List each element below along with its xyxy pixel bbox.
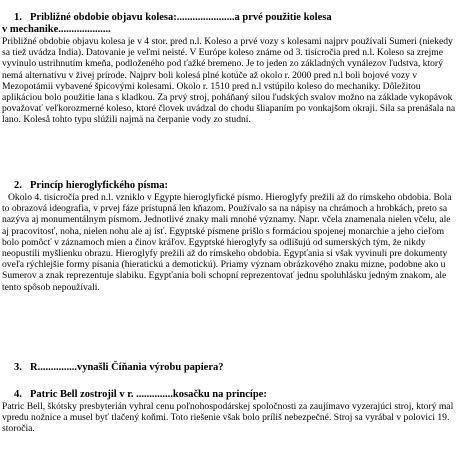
section-3 bbox=[0, 362, 456, 374]
section-body: Približné obdobie objavu kolesa je v 4 stor. pred n.l. Koleso a prvé vozy s kolesami najprv používali Sumeri (niekedy sa tiež uvádza India). Datovanie je veľmi neisté. V Európe koleso známe od 3. tisícročia pred n.l. Koleso sa zrejme vyvinulo ustrihnutím kmeňa, podloženého pod ťažké bremeno. Je to jeden zo základných vynálezov ľudstva, ktorý nemá alternatívu v živej prírode. Najprv boli kolesá plné kotúče až okolo r. 2000 pred n.l boli bojové vozy v Mezopotámii vybavené špicovými kolesami. Okolo r. 1510 pred n.l vstúpilo koleso do mechaniky. Dôležitou aplikáciou bolo použitie lana s kladkou. Za prvý stroj, poháňaný silou ľudských svalov možno na základe vykopávok považovať veľkorozmerné koleso, ktoré človek uvádzal do chodu šliapaním po vonkajšom okraji. Sila sa prenášala na lano. Koleså tohto typu slúžili najmä na čerpanie vody zo studní. bbox=[2, 36, 456, 126]
section-heading-continuation: v mechanike.................... bbox=[2, 24, 111, 35]
section-body: Patric Bell, škótsky presbyterián vyhral cenu poľnohospodárskej spoločnosti za zaujímavo vyzerajúci stroj, ktorý mal vpredu nožnice a musel byť tlačený koňmi. Toto riešenie však bolo príliš nebezpečné. Stroj sa vyrábal v polovici 19. storočia. bbox=[2, 401, 454, 435]
section-number: 3. bbox=[14, 362, 22, 373]
section-4 bbox=[0, 389, 456, 435]
section-1 bbox=[0, 12, 456, 126]
section-2 bbox=[0, 180, 456, 293]
section-number: 2. bbox=[14, 180, 22, 191]
section-heading: R...............vynašli Číňania výrobu papiera? bbox=[30, 362, 224, 373]
section-number: 4. bbox=[14, 389, 22, 400]
section-heading: Patric Bell zostrojil v r. ..............kosačku na princípe: bbox=[30, 389, 267, 400]
section-body: Okolo 4. tisícročia pred n.l. vzniklo v Egypte hieroglyfické písmo. Hieroglyfy prežili až do rímskeho obdobia. Bola to obrazová ideografia, v prvej fáze prístupná len kňazom. Používalo sa na nápisy na chrámoch a hrobkách, preto sa nazýva aj monumentálnym písmom. Jednotlivé znaky mali mnohé významy. Napr. včela znamenala nielen včelu, ale aj pracovitosť, noha, nielen nohu ale aj ísť. Egyptské písmene prišlo s formáciou spojenej monarchie a jeho cieľom bolo pomôcť v záznamoch mien a činov kráľov. Egyptské hieroglyfy sa odlišujú od sumerských tým, že nikdy neopustili myšlienku obrazu. Hieroglyfy prežili až do rímskeho obdobia. Egypťania si však vyvinuli pre dokumenty oveľa rýchlejšie formy písania (hieratickú a demotickú). Priamy význam obrázkového znaku mizne, podobne ako u Sumerov a znak reprezentuje slabiku. Egypťania boli schopní reprezentovať jednu spoluhlásku jedným znakom, ale tento spôsob nepoužívali. bbox=[2, 192, 452, 293]
section-heading: Približné obdobie objavu kolesa:......................a prvé použitie kolesa bbox=[30, 12, 332, 23]
section-number: 1. bbox=[14, 12, 22, 23]
section-heading: Princíp hieroglyfického písma: bbox=[30, 180, 169, 191]
